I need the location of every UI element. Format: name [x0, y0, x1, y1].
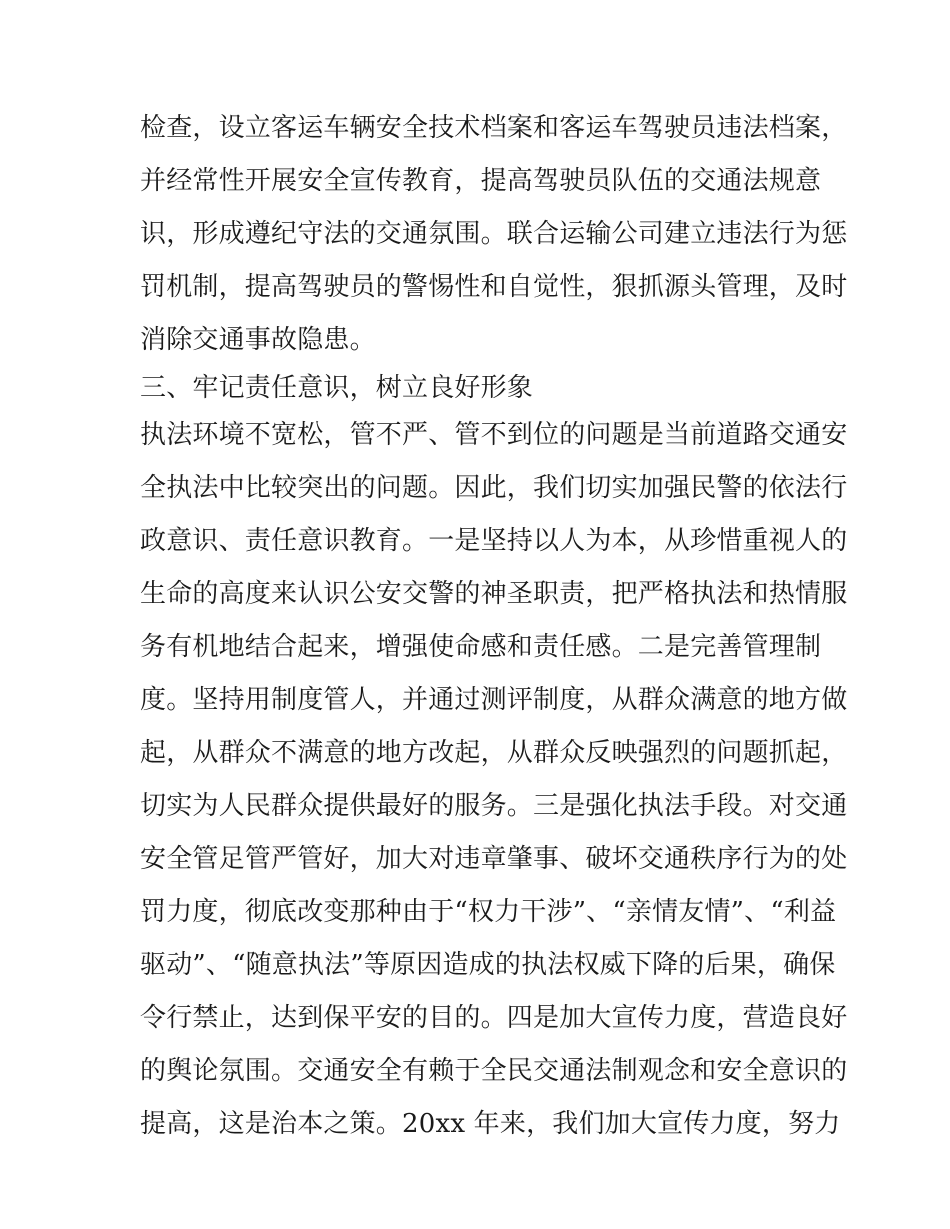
body-text-line: 的舆论氛围。交通安全有赖于全民交通法制观念和安全意识的 — [140, 1056, 848, 1086]
body-text-line: 生命的高度来认识公安交警的神圣职责，把严格执法和热情服 — [140, 579, 848, 609]
body-text-line: 驱动”、“随意执法”等原因造成的执法权威下降的后果，确保 — [140, 950, 836, 980]
body-text-line: 执法环境不宽松，管不严、管不到位的问题是当前道路交通安 — [140, 420, 848, 450]
body-text-line: 度。坚持用制度管人，并通过测评制度，从群众满意的地方做 — [140, 685, 848, 715]
body-text-line: 提高，这是治本之策。20xx 年来，我们加大宣传力度，努力 — [140, 1109, 841, 1139]
body-text-line: 政意识、责任意识教育。一是坚持以人为本，从珍惜重视人的 — [140, 526, 848, 556]
body-text-line: 切实为人民群众提供最好的服务。三是强化执法手段。对交通 — [140, 791, 848, 821]
body-text-line: 罚力度，彻底改变那种由于“权力干涉”、“亲情友情”、“利益 — [140, 897, 837, 927]
body-text-line: 令行禁止，达到保平安的目的。四是加大宣传力度，营造良好 — [140, 1003, 848, 1033]
body-text-line: 安全管足管严管好，加大对违章肇事、破坏交通秩序行为的处 — [140, 844, 848, 874]
body-text-line: 务有机地结合起来，增强使命感和责任感。二是完善管理制 — [140, 632, 822, 662]
body-text-line: 罚机制，提高驾驶员的警惕性和自觉性，狠抓源头管理，及时 — [140, 272, 848, 302]
body-text-line: 全执法中比较突出的问题。因此，我们切实加强民警的依法行 — [140, 473, 848, 503]
body-text-line: 识，形成遵纪守法的交通氛围。联合运输公司建立违法行为惩 — [140, 219, 848, 249]
body-text-line: 并经常性开展安全宣传教育，提高驾驶员队伍的交通法规意 — [140, 166, 822, 196]
body-text-line: 消除交通事故隐患。 — [140, 325, 376, 355]
body-text-line: 检查，设立客运车辆安全技术档案和客运车驾驶员违法档案， — [140, 113, 848, 143]
section-heading: 三、牢记责任意识，树立良好形象 — [140, 373, 534, 403]
body-text-line: 起，从群众不满意的地方改起，从群众反映强烈的问题抓起， — [140, 738, 848, 768]
